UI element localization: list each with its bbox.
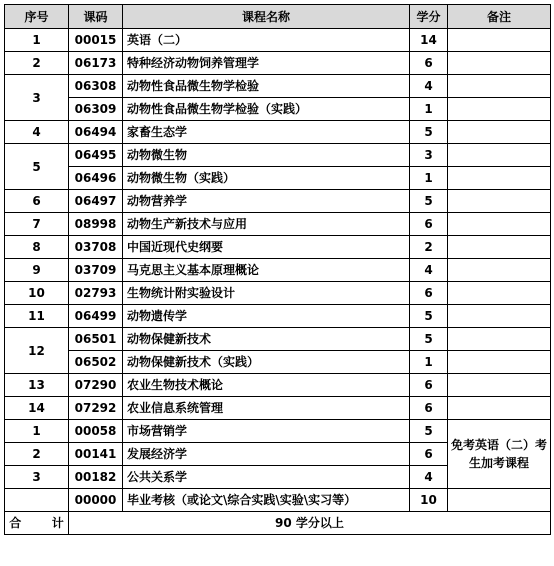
code-cell: 06173 xyxy=(69,52,123,75)
seq-cell: 1 xyxy=(5,420,69,443)
course-name-cell: 英语（二） xyxy=(123,29,410,52)
seq-cell: 1 xyxy=(5,29,69,52)
remark-cell xyxy=(448,351,551,374)
course-name-cell: 中国近现代史纲要 xyxy=(123,236,410,259)
table-row xyxy=(5,29,551,52)
code-cell: 00141 xyxy=(69,443,123,466)
credit-cell: 5 xyxy=(410,190,448,213)
remark-cell xyxy=(448,167,551,190)
credit-cell: 10 xyxy=(410,489,448,512)
code-cell: 06501 xyxy=(69,328,123,351)
seq-cell: 10 xyxy=(5,282,69,305)
code-cell: 03709 xyxy=(69,259,123,282)
table-row xyxy=(5,328,551,351)
remark-cell xyxy=(448,121,551,144)
remark-cell xyxy=(448,374,551,397)
credit-cell: 6 xyxy=(410,282,448,305)
code-cell: 06497 xyxy=(69,190,123,213)
header-credit: 学分 xyxy=(410,5,448,29)
table-row xyxy=(5,190,551,213)
header-code: 课码 xyxy=(69,5,123,29)
code-cell: 06309 xyxy=(69,98,123,121)
table-row xyxy=(5,75,551,98)
table-row xyxy=(5,236,551,259)
table-row xyxy=(5,420,551,443)
remark-cell xyxy=(448,305,551,328)
table-row xyxy=(5,121,551,144)
remark-cell xyxy=(448,282,551,305)
credit-cell: 4 xyxy=(410,466,448,489)
total-label-cell xyxy=(5,512,69,535)
code-cell: 06499 xyxy=(69,305,123,328)
table-row xyxy=(5,489,551,512)
credit-cell: 6 xyxy=(410,374,448,397)
remark-cell xyxy=(448,52,551,75)
table-row xyxy=(5,52,551,75)
credit-cell: 6 xyxy=(410,397,448,420)
credit-cell: 5 xyxy=(410,121,448,144)
course-name-cell: 发展经济学 xyxy=(123,443,410,466)
credit-cell: 6 xyxy=(410,213,448,236)
course-name-cell: 动物微生物 xyxy=(123,144,410,167)
credit-cell: 6 xyxy=(410,443,448,466)
seq-cell: 11 xyxy=(5,305,69,328)
course-name-cell: 动物性食品微生物学检验 xyxy=(123,75,410,98)
remark-cell xyxy=(448,29,551,52)
course-name-cell: 动物微生物（实践） xyxy=(123,167,410,190)
code-cell: 00058 xyxy=(69,420,123,443)
table-row xyxy=(5,98,551,121)
course-name-cell: 毕业考核（或论文\综合实践\实验\实习等） xyxy=(123,489,410,512)
total-value-cell: 90 学分以上 xyxy=(69,512,551,535)
seq-cell: 12 xyxy=(5,328,69,374)
total-label-right: 计 xyxy=(51,516,64,530)
table-row xyxy=(5,305,551,328)
seq-cell: 2 xyxy=(5,52,69,75)
credit-cell: 5 xyxy=(410,305,448,328)
remark-cell xyxy=(448,75,551,98)
remark-cell xyxy=(448,236,551,259)
seq-cell: 8 xyxy=(5,236,69,259)
remark-cell xyxy=(448,328,551,351)
table-row xyxy=(5,167,551,190)
credit-cell: 1 xyxy=(410,98,448,121)
code-cell: 06495 xyxy=(69,144,123,167)
seq-cell: 6 xyxy=(5,190,69,213)
code-cell: 06308 xyxy=(69,75,123,98)
course-name-cell: 公共关系学 xyxy=(123,466,410,489)
remark-cell xyxy=(448,397,551,420)
seq-cell: 3 xyxy=(5,466,69,489)
table-header-row xyxy=(5,5,551,29)
seq-cell: 4 xyxy=(5,121,69,144)
course-name-cell: 动物生产新技术与应用 xyxy=(123,213,410,236)
seq-cell: 7 xyxy=(5,213,69,236)
code-cell: 00182 xyxy=(69,466,123,489)
seq-cell: 3 xyxy=(5,75,69,121)
credit-cell: 4 xyxy=(410,259,448,282)
remark-cell xyxy=(448,144,551,167)
table-row xyxy=(5,397,551,420)
remark-cell xyxy=(448,98,551,121)
seq-cell: 2 xyxy=(5,443,69,466)
code-cell: 07290 xyxy=(69,374,123,397)
header-remark: 备注 xyxy=(448,5,551,29)
course-name-cell: 动物营养学 xyxy=(123,190,410,213)
course-name-cell: 动物保健新技术（实践） xyxy=(123,351,410,374)
seq-cell: 13 xyxy=(5,374,69,397)
code-cell: 06496 xyxy=(69,167,123,190)
table-row xyxy=(5,144,551,167)
total-row xyxy=(5,512,551,535)
code-cell: 06502 xyxy=(69,351,123,374)
seq-cell xyxy=(5,489,69,512)
seq-cell: 14 xyxy=(5,397,69,420)
course-name-cell: 农业信息系统管理 xyxy=(123,397,410,420)
course-name-cell: 动物保健新技术 xyxy=(123,328,410,351)
credit-cell: 3 xyxy=(410,144,448,167)
course-name-cell: 农业生物技术概论 xyxy=(123,374,410,397)
course-plan-table-wrapper xyxy=(4,4,551,535)
remark-note-cell: 免考英语（二）考生加考课程 xyxy=(448,420,551,489)
total-label-left: 合 xyxy=(9,516,22,530)
table-row xyxy=(5,351,551,374)
table-row xyxy=(5,213,551,236)
course-plan-table xyxy=(4,4,551,535)
course-name-cell: 家畜生态学 xyxy=(123,121,410,144)
credit-cell: 5 xyxy=(410,420,448,443)
credit-cell: 14 xyxy=(410,29,448,52)
header-seq: 序号 xyxy=(5,5,69,29)
code-cell: 00015 xyxy=(69,29,123,52)
course-name-cell: 动物性食品微生物学检验（实践） xyxy=(123,98,410,121)
code-cell: 06494 xyxy=(69,121,123,144)
table-row xyxy=(5,374,551,397)
credit-cell: 6 xyxy=(410,52,448,75)
credit-cell: 1 xyxy=(410,351,448,374)
credit-cell: 1 xyxy=(410,167,448,190)
seq-cell: 5 xyxy=(5,144,69,190)
remark-cell xyxy=(448,489,551,512)
code-cell: 07292 xyxy=(69,397,123,420)
course-name-cell: 生物统计附实验设计 xyxy=(123,282,410,305)
course-name-cell: 动物遗传学 xyxy=(123,305,410,328)
header-course-name: 课程名称 xyxy=(123,5,410,29)
cropped-footnote-line xyxy=(4,558,550,566)
course-name-cell: 马克思主义基本原理概论 xyxy=(123,259,410,282)
course-name-cell: 市场营销学 xyxy=(123,420,410,443)
code-cell: 02793 xyxy=(69,282,123,305)
credit-cell: 5 xyxy=(410,328,448,351)
table-row xyxy=(5,282,551,305)
seq-cell: 9 xyxy=(5,259,69,282)
remark-cell xyxy=(448,213,551,236)
table-row xyxy=(5,259,551,282)
code-cell: 03708 xyxy=(69,236,123,259)
code-cell: 08998 xyxy=(69,213,123,236)
credit-cell: 2 xyxy=(410,236,448,259)
remark-cell xyxy=(448,190,551,213)
remark-cell xyxy=(448,259,551,282)
course-name-cell: 特种经济动物饲养管理学 xyxy=(123,52,410,75)
credit-cell: 4 xyxy=(410,75,448,98)
code-cell: 00000 xyxy=(69,489,123,512)
